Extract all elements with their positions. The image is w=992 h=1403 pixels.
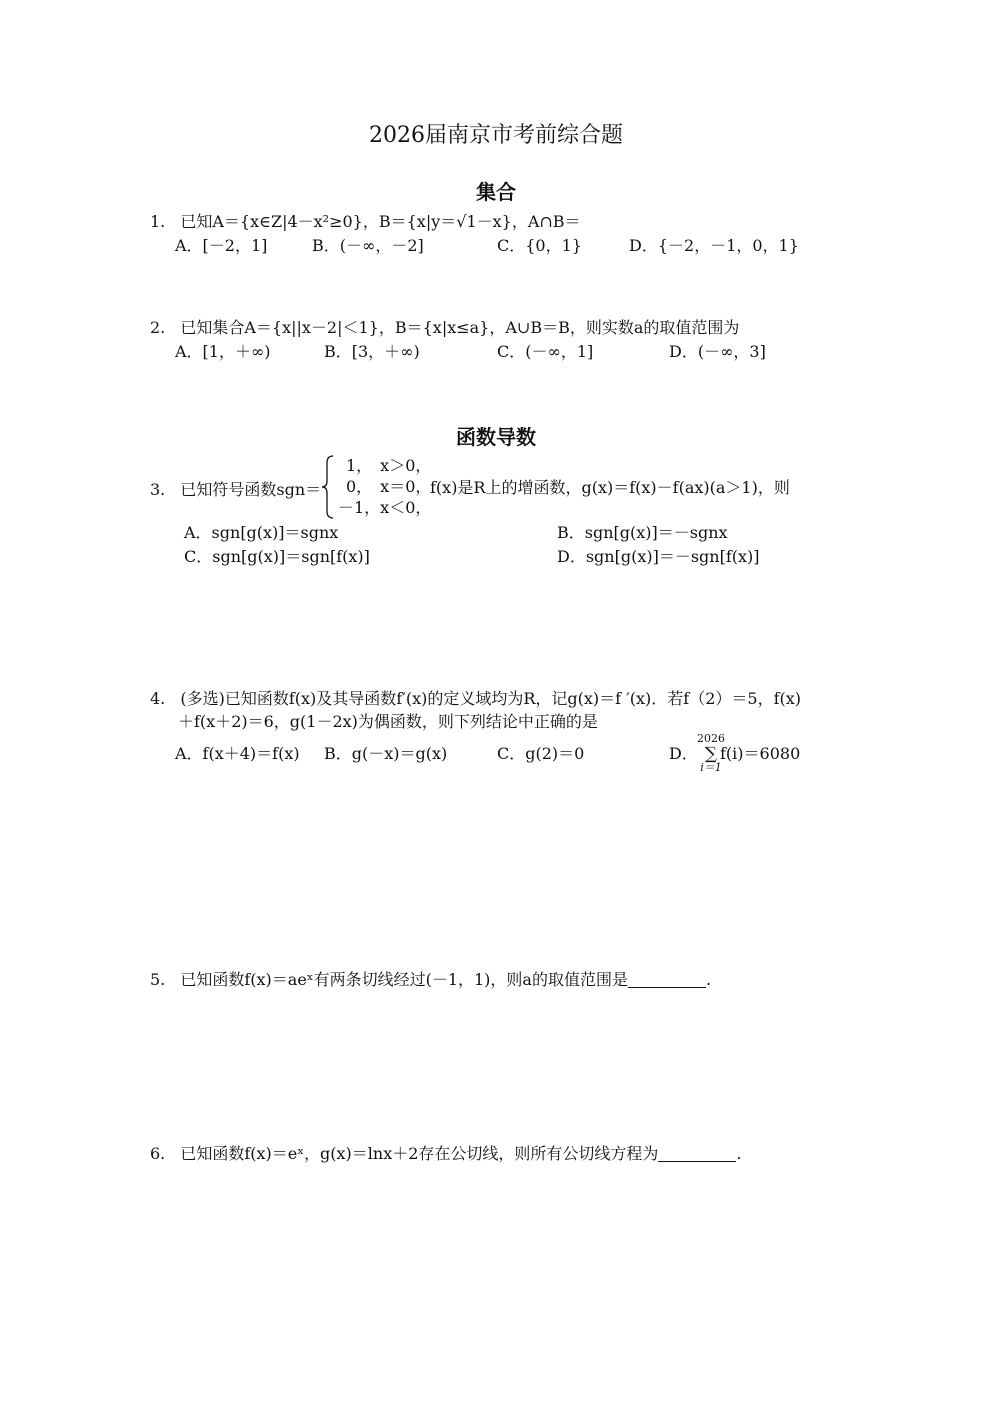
question-number: 1. — [150, 212, 166, 231]
left-brace-icon — [321, 455, 335, 519]
sigma-icon: ∑ — [704, 744, 718, 764]
question-number: 5. — [150, 970, 166, 989]
question-2 — [150, 318, 739, 338]
option-a: A．f(x＋4)＝f(x) — [175, 744, 300, 763]
case-1: 1， x＞0， — [346, 456, 432, 475]
option-c: C．{0，1} — [497, 236, 582, 255]
question-number: 6. — [150, 1144, 166, 1163]
option-b: B．sgn[g(x)]＝－sgnx — [557, 523, 728, 542]
option-c: C．g(2)＝0 — [497, 744, 585, 763]
section-heading-sets: 集合 — [476, 180, 516, 204]
option-d: D．sgn[g(x)]＝－sgn[f(x)] — [557, 547, 760, 566]
piecewise-cases — [338, 455, 431, 518]
question-5 — [150, 970, 711, 990]
sum-lower-limit: i＝1 — [700, 761, 722, 774]
page-title: 2026届南京市考前综合题 — [369, 123, 623, 148]
question-number: 2. — [150, 318, 166, 337]
question-number: 3. — [150, 480, 166, 499]
question-stem-line-1: (多选)已知函数f(x)及其导函数f′(x)的定义域均为R，记g(x)＝f ′(x)．若f（2）＝5，f(x) — [180, 689, 801, 708]
option-a: A．[1，＋∞) — [175, 342, 271, 361]
answer-blank[interactable] — [658, 1145, 736, 1162]
sum-expression: f(i)＝6080 — [720, 744, 801, 763]
answer-blank[interactable] — [628, 971, 706, 988]
question-stem-line-2: ＋f(x＋2)＝6，g(1－2x)为偶函数，则下列结论中正确的是 — [178, 712, 598, 731]
option-d: D．{－2，－1，0，1} — [629, 236, 799, 255]
case-2: 0， x＝0， — [346, 477, 432, 496]
question-number: 4. — [150, 689, 166, 708]
section-heading-functions: 函数导数 — [456, 425, 536, 449]
question-stem: 已知函数f(x)＝aeˣ有两条切线经过(－1，1)，则a的取值范围是 — [180, 970, 628, 989]
question-stem: 已知A＝{x∈Z|4－x²≥0}，B＝{x|y＝√1－x}，A∩B＝ — [180, 212, 581, 231]
question-end: . — [736, 1144, 742, 1163]
question-end: . — [705, 970, 712, 989]
sum-upper-limit: 2026 — [697, 732, 725, 745]
question-6 — [150, 1144, 742, 1164]
option-c: C．sgn[g(x)]＝sgn[f(x)] — [184, 547, 370, 566]
question-tail: f(x)是R上的增函数，g(x)＝f(x)－f(ax)(a＞1)，则 — [430, 478, 790, 497]
option-a: A．[－2，1] — [175, 236, 268, 255]
question-4 — [150, 689, 801, 709]
option-c: C．(－∞，1] — [497, 342, 594, 361]
option-d: D．(－∞，3] — [669, 342, 766, 361]
option-b: B．[3，＋∞) — [324, 342, 420, 361]
case-3: －1，x＜0， — [338, 498, 432, 517]
question-stem: 已知集合A＝{x||x－2|＜1}，B＝{x|x≤a}，A∪B＝B，则实数a的取值范围为 — [180, 318, 740, 337]
question-lead: 已知符号函数sgn＝ — [180, 480, 322, 499]
question-stem: 已知函数f(x)＝eˣ，g(x)＝lnx＋2存在公切线，则所有公切线方程为 — [180, 1144, 659, 1163]
option-d: D． — [669, 744, 698, 763]
question-1 — [150, 212, 581, 232]
option-a: A．sgn[g(x)]＝sgnx — [184, 523, 339, 542]
option-b: B．g(－x)＝g(x) — [324, 744, 448, 763]
option-b: B．(－∞，－2] — [312, 236, 424, 255]
